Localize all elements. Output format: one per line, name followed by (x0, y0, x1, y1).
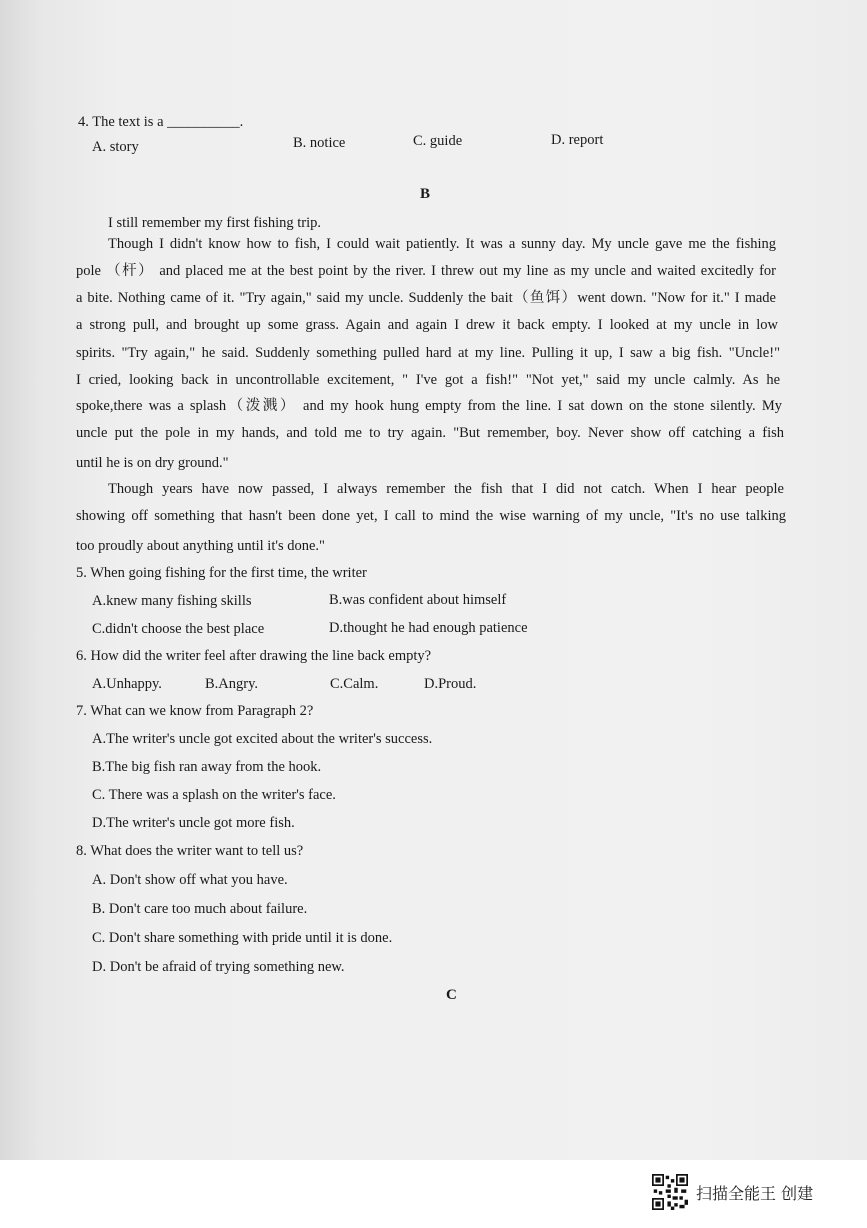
q6-stem: 6. How did the writer feel after drawing the line back empty? (76, 648, 432, 664)
passage-line: too proudly about anything until it's done." (76, 538, 325, 554)
q5-stem: 5. When going fishing for the first time, the writer (76, 565, 367, 581)
q6-option-c: C.Calm. (330, 676, 379, 692)
q7-option-b: B.The big fish ran away from the hook. (92, 759, 322, 775)
qr-code-icon (652, 1174, 688, 1210)
scanner-watermark (652, 1172, 813, 1212)
passage-line: until he is on dry ground." (76, 455, 229, 471)
q7-option-d: D.The writer's uncle got more fish. (92, 815, 295, 831)
q6-option-a: A.Unhappy. (92, 676, 162, 692)
q6-option-d: D.Proud. (424, 676, 477, 692)
q7-option-c: C. There was a splash on the writer's face. (92, 787, 336, 803)
q8-option-d: D. Don't be afraid of trying something new. (92, 959, 345, 975)
watermark-text: 扫描全能王 创建 (696, 1183, 814, 1203)
q4-stem: 4. The text is a __________. (78, 114, 244, 130)
q8-option-b: B. Don't care too much about failure. (92, 901, 308, 917)
passage-line: a bite. Nothing came of it. "Try again," said my uncle. Suddenly the bait（鱼饵）went down. "Now for it." I made (76, 290, 776, 306)
q4-option-b: B. notice (293, 135, 346, 151)
passage-line: pole （杆） and placed me at the best point by the river. I threw out my line as my uncle and waited excitedly for (76, 263, 776, 279)
passage-line: showing off something that hasn't been done yet, I call to mind the wise warning of my uncle, "It's no use talking (76, 508, 786, 524)
passage-line: spoke,there was a splash（泼溅） and my hook hung empty from the line. I sat down on the stone silently. My (76, 398, 782, 414)
q8-stem: 8. What does the writer want to tell us? (76, 843, 304, 859)
q5-option-a: A.knew many fishing skills (92, 593, 252, 609)
section-heading-c: C (446, 987, 457, 1003)
q4-option-c: C. guide (413, 133, 463, 149)
passage-paragraph-1: I still remember my first fishing trip. (108, 215, 322, 231)
q8-option-a: A. Don't show off what you have. (92, 872, 288, 888)
q4-option-d: D. report (551, 132, 604, 148)
passage-line: I cried, looking back in uncontrollable excitement, " I've got a fish!" "Not yet," said my uncle calmly. As he (76, 372, 780, 388)
passage-line: uncle put the pole in my hands, and told me to try again. "But remember, boy. Never show off catching a fish (76, 425, 784, 441)
q7-stem: 7. What can we know from Paragraph 2? (76, 703, 314, 719)
q5-option-c: C.didn't choose the best place (92, 621, 265, 637)
passage-line: a strong pull, and brought up some grass. Again and again I drew it back empty. I looked at my uncle in low (76, 317, 778, 333)
q7-option-a: A.The writer's uncle got excited about the writer's success. (92, 731, 433, 747)
q5-option-b: B.was confident about himself (329, 592, 507, 608)
section-heading-b: B (420, 186, 431, 202)
q5-option-d: D.thought he had enough patience (329, 620, 528, 636)
passage-line: spirits. "Try again," he said. Suddenly something pulled hard at my line. Pulling it up, I saw a big fish. "Uncle!" (76, 345, 780, 361)
q6-option-b: B.Angry. (205, 676, 259, 692)
passage-line: Though I didn't know how to fish, I could wait patiently. It was a sunny day. My uncle gave me the fishing (108, 236, 776, 252)
q8-option-c: C. Don't share something with pride until it is done. (92, 930, 393, 946)
q4-option-a: A. story (92, 139, 139, 155)
passage-line: Though years have now passed, I always remember the fish that I did not catch. When I hear people (108, 481, 784, 497)
